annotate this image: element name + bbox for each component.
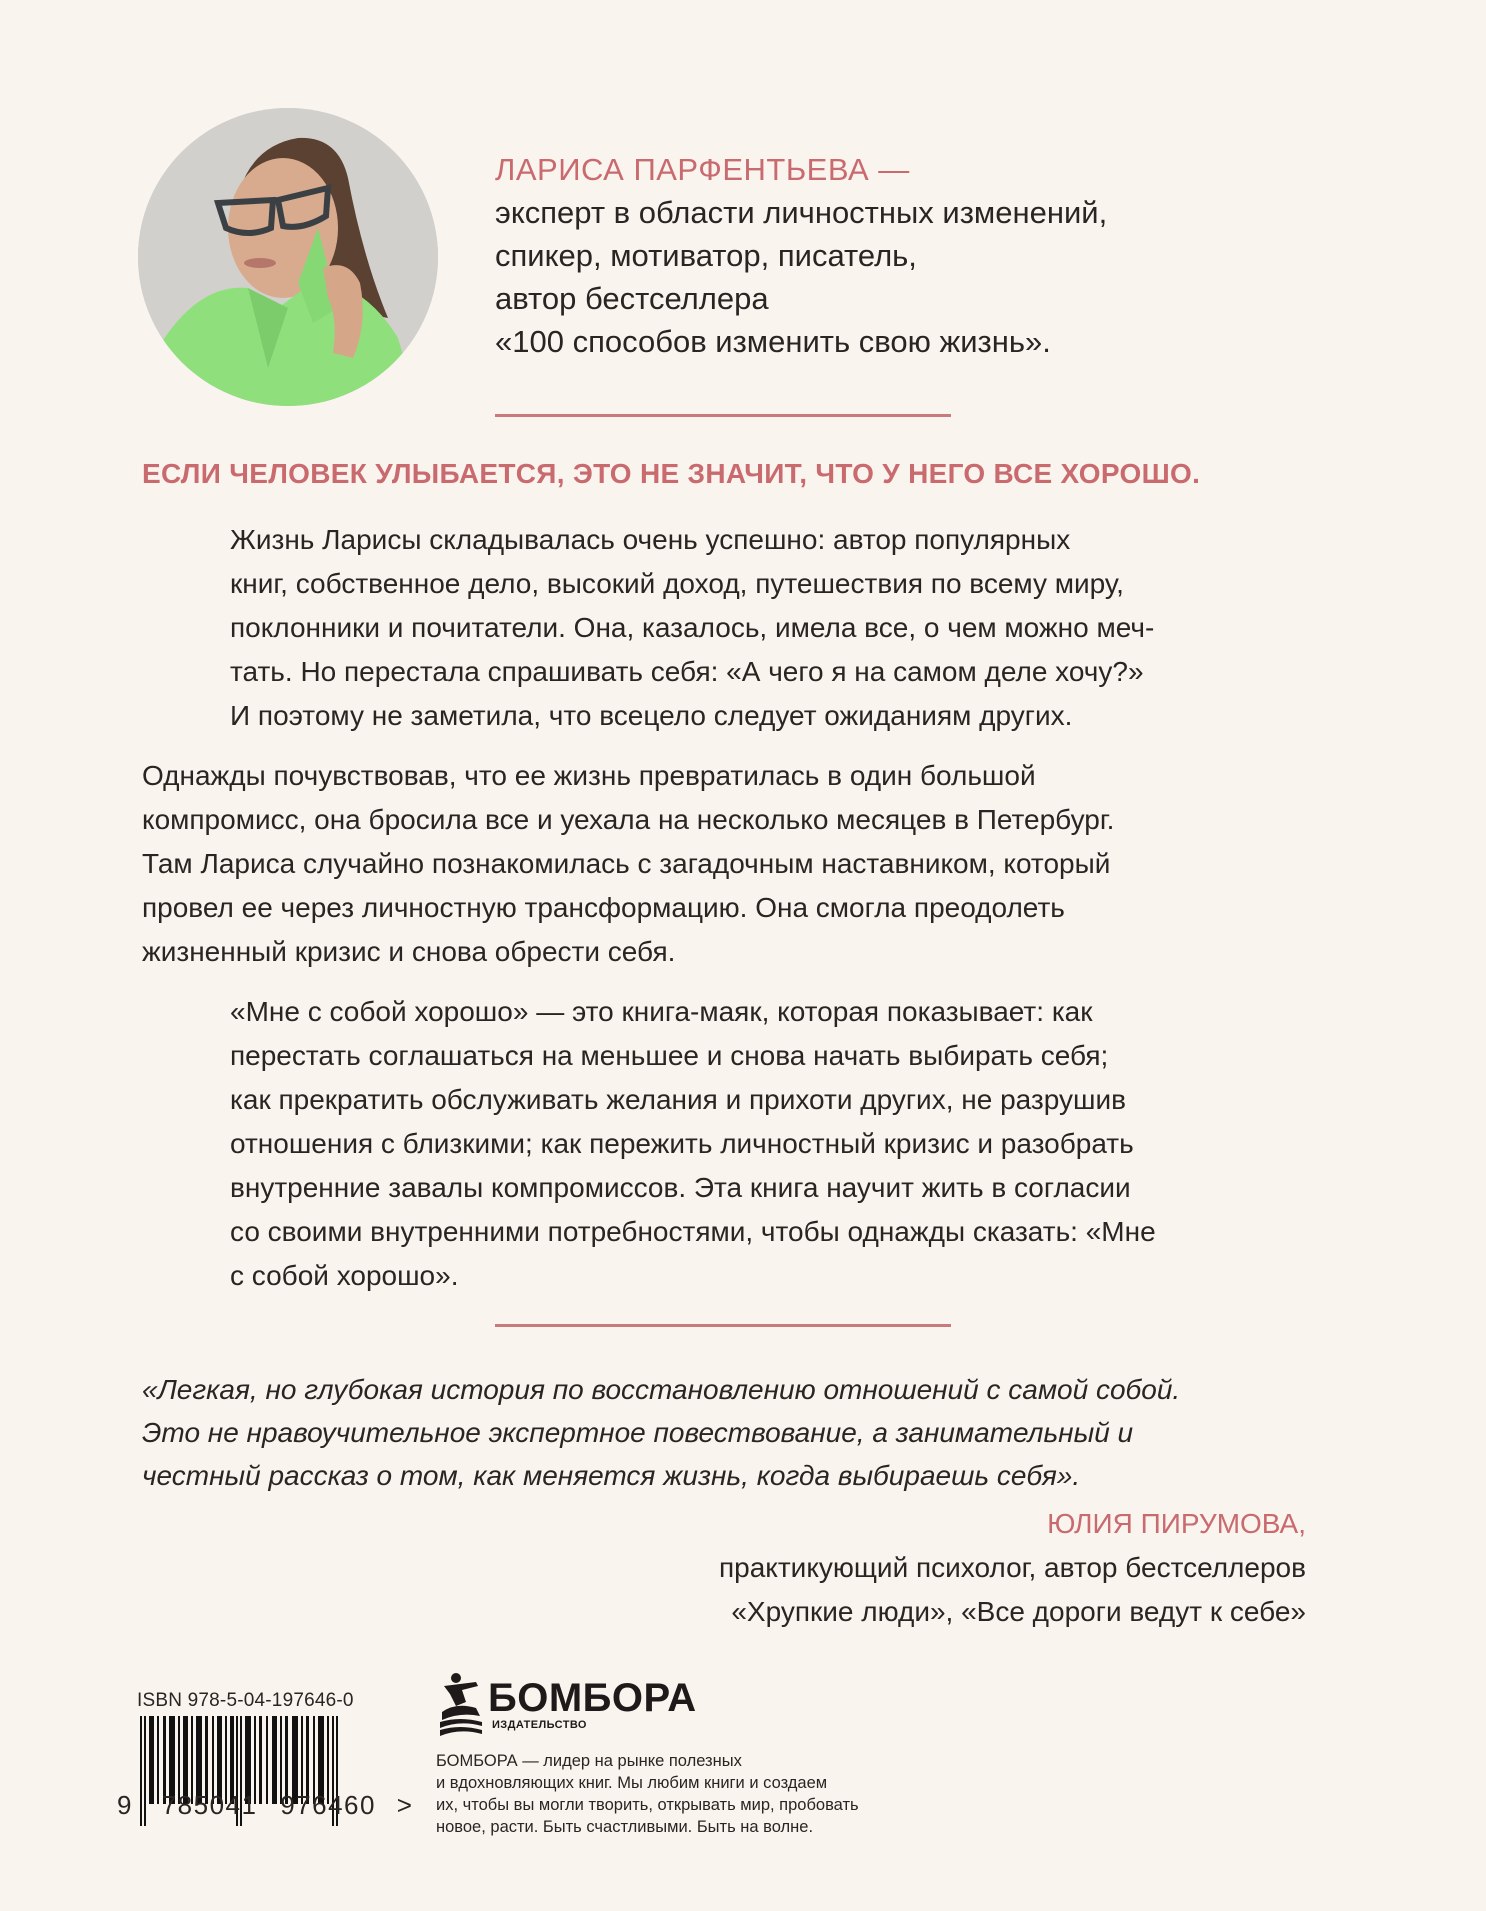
paragraph-line: со своими внутренними потребностями, чтобы однажды сказать: «Мне [230,1216,1156,1247]
paragraph-line: отношения с близкими; как пережить личностный кризис и разобрать [230,1128,1134,1159]
publisher-logo-icon [436,1672,484,1738]
portrait-illustration [138,108,438,406]
quote-author-books: «Хрупкие люди», «Все дороги ведут к себе» [731,1596,1306,1627]
paragraph-line: Однажды почувствовав, что ее жизнь превратилась в один большой [142,760,1036,791]
paragraph-line: внутренние завалы компромиссов. Эта книга научит жить в согласии [230,1172,1131,1203]
publisher-description-line: и вдохновляющих книг. Мы любим книги и создаем [436,1774,828,1792]
publisher-description-line: их, чтобы вы могли творить, открывать мир, пробовать [436,1796,859,1814]
author-bio-line: эксперт в области личностных изменений, [495,195,1108,230]
quote-line: Это не нравоучительное экспертное повествование, а занимательный и [142,1417,1134,1448]
divider-top [495,414,951,417]
paragraph-line: компромисс, она бросила все и уехала на несколько месяцев в Петербург. [142,804,1115,835]
paragraph-line: Там Лариса случайно познакомилась с загадочным наставником, который [142,848,1111,879]
barcode-digit-group: 976460 [280,1790,376,1820]
paragraph-line: провел ее через личностную трансформацию. Она смогла преодолеть [142,892,1065,923]
author-bio-line: автор бестселлера [495,281,769,316]
publisher-description-line: новое, расти. Быть счастливыми. Быть на волне. [436,1818,814,1836]
quote-line: честный рассказ о том, как меняется жизнь, когда выбираешь себя». [142,1460,1081,1491]
paragraph-2 [142,754,1322,974]
quote-attribution [719,1502,1306,1634]
barcode-digit-first: 9 [117,1790,133,1820]
divider-bottom [495,1324,951,1327]
paragraph-line: тать. Но перестала спрашивать себя: «А чего я на самом деле хочу?» [230,656,1144,687]
paragraph-line: жизненный кризис и снова обрести себя. [142,936,676,967]
quote-line: «Легкая, но глубокая история по восстановлению отношений с самой собой. [142,1374,1181,1405]
publisher-description [436,1750,956,1838]
paragraph-1 [230,518,1310,738]
publisher-description-line: БОМБОРА — лидер на рынке полезных [436,1752,742,1770]
barcode-digit-group: 785041 [161,1790,258,1820]
review-quote [142,1368,1342,1497]
paragraph-line: Жизнь Ларисы складывалась очень успешно: автор популярных [230,524,1071,555]
author-name: ЛАРИСА ПАРФЕНТЬЕВА — [495,152,910,187]
author-bio-line: «100 способов изменить свою жизнь». [495,324,1051,359]
paragraph-line: книг, собственное дело, высокий доход, путешествия по всему миру, [230,568,1124,599]
author-photo [138,108,438,406]
author-bio-line: спикер, мотиватор, писатель, [495,238,917,273]
publisher-logo-name: БОМБОРА [488,1676,697,1720]
author-bio [495,148,1215,363]
paragraph-line: с собой хорошо». [230,1260,459,1291]
paragraph-3 [230,990,1310,1298]
quote-author-title: практикующий психолог, автор бестселлеров [718,1552,1306,1583]
publisher-logo-subtitle: ИЗДАТЕЛЬСТВО [492,1719,587,1731]
isbn-label: ISBN 978-5-04-197646-0 [137,1690,354,1711]
paragraph-line: как прекратить обслуживать желания и прихоти других, не разрушив [230,1084,1126,1115]
headline: ЕСЛИ ЧЕЛОВЕК УЛЫБАЕТСЯ, ЭТО НЕ ЗНАЧИТ, ЧТО У НЕГО ВСЕ ХОРОШО. [142,458,1201,489]
paragraph-line: поклонники и почитатели. Она, казалось, имела все, о чем можно меч- [230,612,1155,643]
paragraph-line: «Мне с собой хорошо» — это книга-маяк, которая показывает: как [230,996,1093,1027]
barcode-digits [117,1790,413,1821]
paragraph-line: перестать соглашаться на меньшее и снова начать выбирать себя; [230,1040,1109,1071]
barcode-quiet-marker: > [396,1790,414,1820]
quote-author-name: ЮЛИЯ ПИРУМОВА, [1047,1508,1306,1539]
paragraph-line: И поэтому не заметила, что всецело следует ожиданиям других. [230,700,1073,731]
